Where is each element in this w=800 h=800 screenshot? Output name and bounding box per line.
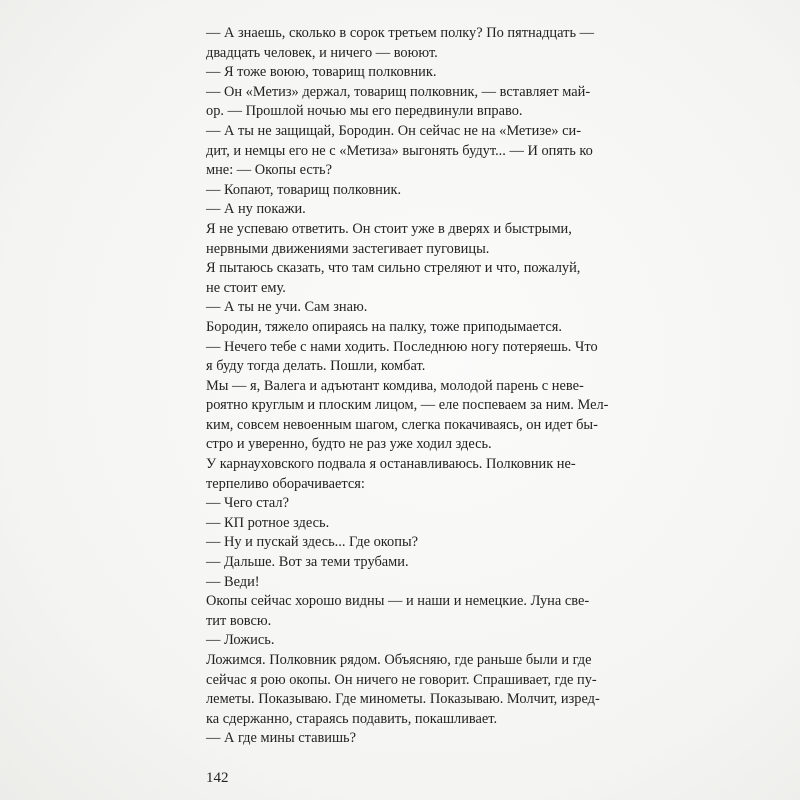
text-line: сейчас я рою окопы. Он ничего не говорит. Спрашивает, где пу- (206, 671, 597, 688)
text-line: — Чего стал? (206, 495, 289, 512)
text-line: терпеливо оборачивается: (206, 475, 365, 492)
text-line: Бородин, тяжело опираясь на палку, тоже приподымается. (206, 318, 562, 335)
text-line: Я пытаюсь сказать, что там сильно стреляют и что, пожалуй, (206, 260, 581, 277)
text-line: роятно круглым и плоским лицом, — еле поспеваем за ним. Мел- (206, 397, 609, 414)
text-line: мне: — Окопы есть? (206, 162, 332, 179)
text-line: дит, и немцы его не с «Метиза» выгонять будут... — И опять ко (206, 142, 593, 159)
text-line: — Ложись. (206, 632, 275, 649)
text-line: нервными движениями застегивает пуговицы. (206, 240, 490, 257)
text-line: У карнауховского подвала я останавливаюсь. Полковник не- (206, 456, 576, 473)
text-line: не стоит ему. (206, 279, 286, 296)
text-line: — А где мины ставишь? (206, 730, 357, 747)
text-line: — А ты не защищай, Бородин. Он сейчас не на «Метизе» си- (206, 122, 582, 139)
text-line: Окопы сейчас хорошо видны — и наши и немецкие. Луна све- (206, 593, 590, 610)
text-line: Мы — я, Валега и адъютант комдива, молодой парень с неве- (206, 377, 584, 394)
text-line: — А ну покажи. (206, 201, 306, 218)
text-line: — А знаешь, сколько в сорок третьем полку? По пятнадцать — (206, 25, 594, 41)
text-line: ким, совсем невоенным шагом, слегка покачиваясь, он идет бы- (206, 416, 598, 433)
text-line: — Я тоже воюю, товарищ полковник. (206, 64, 437, 81)
text-line: — Дальше. Вот за теми трубами. (206, 554, 409, 571)
text-line: Ложимся. Полковник рядом. Объясняю, где раньше были и где (206, 652, 592, 668)
text-line: Я не успеваю ответить. Он стоит уже в дверях и быстрыми, (206, 220, 572, 237)
text-line: ор. — Прошлой ночью мы его передвинули вправо. (206, 103, 523, 120)
page-number: 142 (206, 770, 229, 786)
text-line: — Копают, товарищ полковник. (206, 181, 402, 198)
text-line: ка сдержанно, стараясь подавить, покашливает. (206, 710, 498, 727)
text-line: — А ты не учи. Сам знаю. (206, 299, 368, 316)
text-line: — Нечего тебе с нами ходить. Последнюю ногу потеряешь. Что (206, 338, 598, 355)
text-line: — Веди! (206, 573, 260, 590)
text-line: стро и уверенно, будто не раз уже ходил здесь. (206, 436, 492, 453)
text-line: я буду тогда делать. Пошли, комбат. (206, 358, 426, 375)
text-line: — Ну и пускай здесь... Где окопы? (206, 534, 419, 551)
text-line: — Он «Метиз» держал, товарищ полковник, — вставляет май- (206, 83, 591, 100)
text-line: — КП ротное здесь. (206, 514, 330, 531)
text-line: леметы. Показываю. Где минометы. Показываю. Молчит, изред- (206, 691, 600, 708)
page-text (206, 24, 628, 749)
text-line: двадцать человек, и ничего — воюют. (206, 44, 438, 61)
text-line: тит вовсю. (206, 612, 272, 629)
